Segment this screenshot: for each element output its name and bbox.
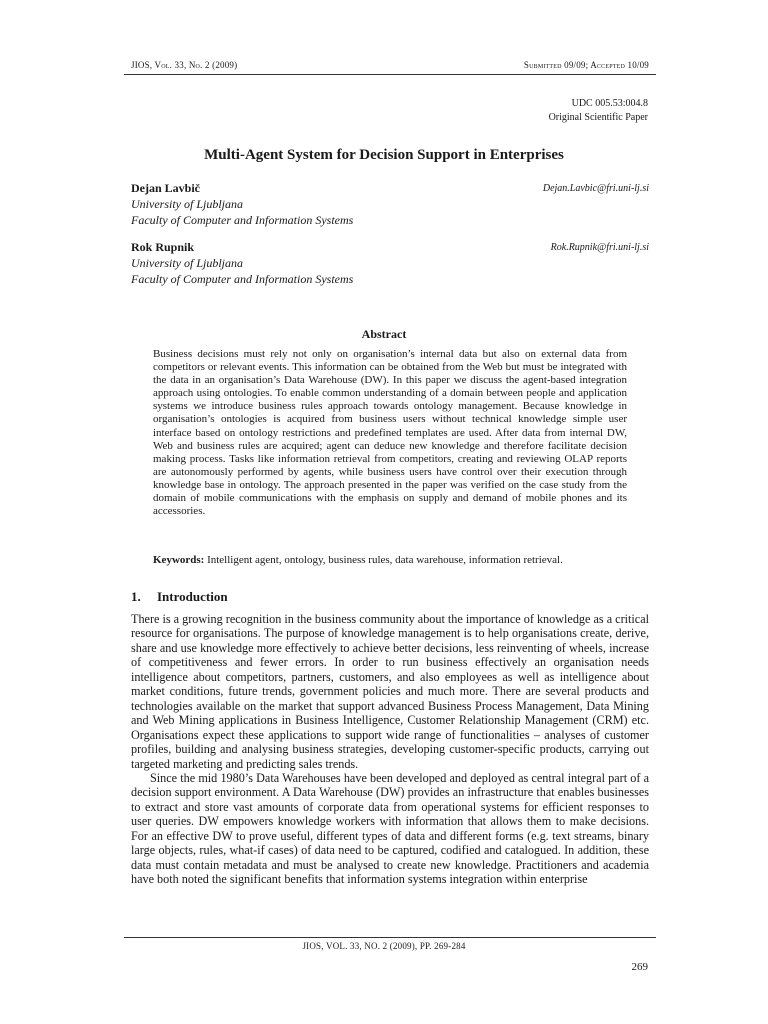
author-faculty: Faculty of Computer and Information Systems [131,213,354,227]
author-block [131,239,649,287]
keywords [153,554,627,567]
keywords-list: Intelligent agent, ontology, business rules, data warehouse, information retrieval. [207,554,563,566]
author-faculty: Faculty of Computer and Information Systems [131,272,354,286]
paper-type: Original Scientific Paper [548,112,648,123]
abstract-text: Business decisions must rely not only on organisation’s internal data but also on external data from competitors or relevant events. This information can be obtained from the Web but must be integrated with the data in an organisation’s Data Warehouse (DW). In this paper we discuss the agent-based integration approach using ontologies. To enable common understanding of a domain between people and application systems we introduce business rules approach towards ontology management. Because knowledge in organisation’s ontologies is acquired from business users without technical knowledge simple user interface based on ontology restrictions and predefined templates are used. After data from internal DW, Web and business rules are acquired; agent can deduce new knowledge and therefore facilitate decision making process. Tasks like information retrieval from competitors, creating and reviewing OLAP reports are autonomously performed by agents, while business users have control over their execution through knowledge base in ontology. The approach presented in the paper was verified on the case study from the domain of mobile communications with the emphasis on supply and demand of mobile phones and its accessories. [153,348,627,518]
submission-dates: Submitted 09/09; Accepted 10/09 [523,60,649,70]
udc-code: UDC 005.53:004.8 [571,98,648,109]
paper-title: Multi-Agent System for Decision Support in Enterprises [204,147,564,163]
page-footer: JIOS, VOL. 33, NO. 2 (2009), PP. 269-284 [302,941,466,951]
author-block [131,180,649,228]
author-email[interactable]: Rok.Rupnik@fri.uni-lj.si [550,242,649,253]
footer-rule [124,937,656,938]
abstract-heading: Abstract [361,327,407,341]
author-name: Rok Rupnik [131,240,195,254]
author-university: University of Ljubljana [131,256,243,270]
page-number: 269 [631,961,648,973]
author-email[interactable]: Dejan.Lavbic@fri.uni-lj.si [542,183,649,194]
journal-reference: JIOS, Vol. 33, No. 2 (2009) [131,60,238,70]
section-body [131,612,649,887]
section-heading [131,589,228,605]
body-paragraph: There is a growing recognition in the business community about the importance of knowledge as a critical resource for organisations. The purpose of knowledge management is to help organisations create, derive, share and use knowledge more effectively to achieve better decisions, less reinventing of wheels, increase of competitiveness and fewer errors. In order to run business effectively an organisation needs intelligence about competitors, partners, customers, and also employees as well as intelligence about market conditions, future trends, government policies and much more. There are several products and technologies available on the market that support advanced Business Process Management, Data Mining and Web Mining applications in Business Intelligence, Customer Relationship Management (CRM) etc. Organisations expect these applications to support wide range of functionalities – analyses of customer profiles, building and analysing business strategies, developing customer-specific products, carrying out targeted marketing and predicting sales trends. [131,612,649,771]
body-paragraph: Since the mid 1980’s Data Warehouses have been developed and deployed as central integral part of a decision support environment. A Data Warehouse (DW) provides an infrastructure that enables businesses to extract and store vast amounts of corporate data from operational systems for efficient responses to user queries. DW empowers knowledge workers with information that allows them to make decisions. For an effective DW to prove useful, different types of data and different forms (e.g. text streams, binary large objects, rules, what-if cases) of data need to be captured, codified and catalogued. In addition, these data must contain metadata and must be analysed to create new knowledge. Practitioners and academia have both noted the significant benefits that information systems integration within enterprise [131,770,649,887]
author-name: Dejan Lavbič [131,181,200,195]
keywords-label: Keywords: [153,554,205,566]
header-rule [124,74,656,75]
classification-block [549,97,648,125]
running-header [131,60,649,70]
section-title: Introduction [157,589,228,604]
author-university: University of Ljubljana [131,197,243,211]
section-number: 1. [131,589,141,604]
